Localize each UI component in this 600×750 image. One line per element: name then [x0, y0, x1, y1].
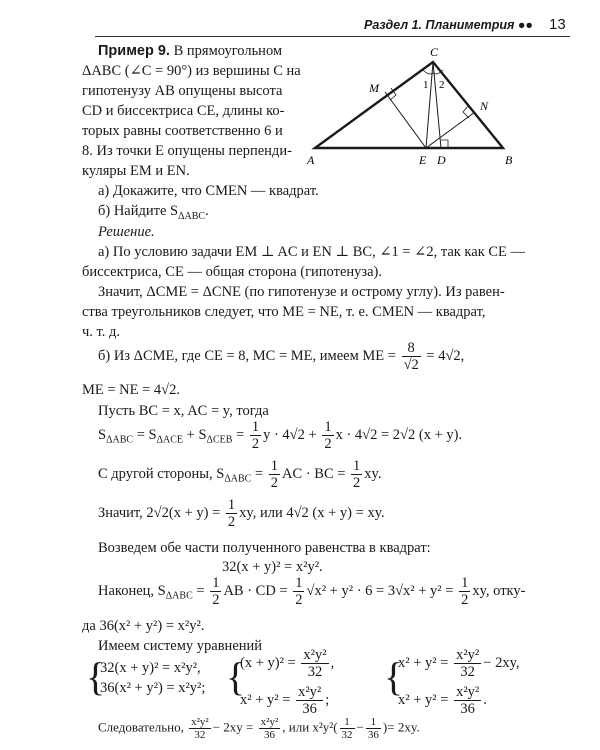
right-angle-n [463, 106, 469, 118]
label-d: D [437, 153, 446, 167]
example-line-3: гипотенузу AB опущены высота [82, 83, 283, 99]
s2l2-end: ; [325, 691, 330, 708]
s2l2-den: 36 [302, 701, 317, 717]
part-b-num: 8 [402, 340, 421, 357]
example-line-1 [98, 41, 282, 61]
conclusion-frac-2 [259, 716, 281, 741]
label-b: B [505, 153, 513, 167]
system-line: Имеем систему уравнений [98, 638, 263, 654]
other-half [269, 458, 280, 491]
s2l1-num: x²y² [303, 647, 327, 663]
area-eq1: = S [136, 426, 157, 443]
other-sub: ΔABC [224, 473, 252, 485]
half-den: 2 [270, 475, 279, 491]
s3l2-num: x²y² [456, 684, 480, 700]
half-num: 1 [295, 575, 303, 591]
system-1-line-2: 36(x² + y²) = x²y²; [100, 680, 206, 696]
task-b-sub: ΔABC [178, 210, 206, 222]
hence-line [98, 497, 385, 530]
system-3-line-2 [398, 684, 487, 717]
brace-2: { [226, 654, 246, 699]
area-lhs: S [98, 426, 107, 443]
solution-line-2: биссектриса, CE — общая сторона (гипотенуза). [82, 264, 383, 280]
example-label: Пример 9. [98, 43, 170, 59]
half-num: 1 [212, 575, 220, 591]
half-den: 2 [212, 592, 220, 608]
finally-half-1 [210, 575, 221, 608]
solution-line-3: Значит, ΔCME = ΔCNE (по гипотенузе и острому углу). Из равен- [98, 284, 505, 300]
brace-1: { [86, 654, 106, 699]
angle-label-1: 1 [423, 79, 429, 91]
area-term1: y · 4√2 + [263, 426, 317, 443]
area-sub1: ΔACE [156, 434, 184, 446]
area-plus: + S [186, 426, 207, 443]
s2l1-den: 32 [307, 664, 323, 680]
system-2-line-1 [240, 647, 334, 680]
solution-line-4: ства треугольников следует, что ME = NE, т. е. CMEN — квадрат, [82, 304, 486, 320]
half-num: 1 [324, 419, 332, 435]
s3l2-lhs: x² + y² = [398, 691, 449, 708]
finally-p1: AB · CD = [223, 582, 288, 599]
s3l2-end: . [483, 691, 487, 708]
label-m: M [369, 81, 379, 95]
other-eq: = [254, 465, 264, 482]
s2l2-num: x²y² [298, 684, 322, 700]
hence-half [226, 497, 237, 530]
s2l2-frac [296, 684, 323, 717]
label-e: E [419, 153, 427, 167]
triangle-figure [305, 40, 530, 170]
da-line: да 36(x² + y²) = x²y². [82, 618, 205, 634]
task-a: а) Докажите, что CMEN — квадрат. [98, 183, 319, 199]
system-2-line-2 [240, 684, 329, 717]
c-f3-den: 32 [341, 729, 353, 741]
finally-prefix: Наконец, S [98, 582, 166, 599]
task-b-end: . [205, 203, 209, 219]
angle-label-2: 2 [439, 79, 445, 91]
example-line-2: ΔABC (∠C = 90°) из вершины C на [82, 63, 301, 79]
s3l1-lhs: x² + y² = [398, 654, 449, 671]
conclusion-frac-3 [340, 716, 355, 741]
part-b-result: = 4√2, [426, 347, 465, 364]
solution-title: Решение. [98, 224, 155, 240]
area-lhs-sub: ΔABC [106, 434, 134, 446]
example-text: В прямоугольном [173, 43, 283, 59]
c-f4-den: 36 [367, 729, 379, 741]
running-header [364, 18, 533, 32]
half-den: 2 [251, 436, 260, 452]
s2l1-lhs: (x + y)² = [240, 654, 296, 671]
part-b-fraction [402, 340, 421, 373]
other-half-2 [351, 458, 362, 491]
system-1-line-1: 32(x + y)² = x²y², [100, 660, 201, 676]
half-num: 1 [227, 497, 236, 513]
finally-p2: √x² + y² · 6 = 3√x² + y² = [306, 582, 454, 599]
area-sub2: ΔCEB [206, 434, 233, 446]
example-line-6: 8. Из точки E опущены перпенди- [82, 143, 292, 159]
c-f2-den: 36 [263, 729, 275, 741]
area-eq2: = [236, 426, 245, 443]
perp-em [385, 92, 426, 148]
c-f4-num: 1 [366, 716, 381, 729]
conclusion-end: = 2xy. [387, 719, 420, 735]
part-b-den: √2 [403, 357, 419, 373]
label-a: A [307, 153, 315, 167]
finally-half-2 [293, 575, 304, 608]
header-rule [95, 36, 570, 37]
conclusion-line: Следовательно, $\frac{\text{x²y²}}{32}$ − 2xy = $\frac{\text{x²y²}}{36}$ , или x²y²( $\frac{1}{32}$ − $\frac{1}{36}$ )= 2xy. [98, 716, 420, 741]
conclusion-prefix: Следовательно, [98, 719, 184, 735]
hence-prefix: Значит, 2√2(x + y) = [98, 504, 221, 521]
s3l1-frac [454, 647, 481, 680]
altitude-cd [433, 62, 441, 148]
example-line-7: куляры EM и EN. [82, 163, 190, 179]
section-title: Раздел 1. Планиметрия [364, 18, 515, 32]
area-term2: x · 4√2 = 2√2 (x + y). [335, 426, 463, 443]
page-number: 13 [549, 16, 566, 33]
solution-line-1: а) По условию задачи EM ⊥ AC и EN ⊥ BC, ∠1 = ∠2, так как CE — [98, 244, 526, 260]
me-ne-line: ME = NE = 4√2. [82, 382, 181, 398]
other-rest2: xy. [364, 465, 382, 482]
half-num: 1 [270, 458, 279, 474]
solution-line-5: ч. т. д. [82, 324, 121, 340]
half-den: 2 [353, 475, 361, 491]
example-line-5: торых равны соответственно 6 и [82, 123, 283, 139]
label-n: N [480, 99, 489, 113]
hence-mid: xy, или 4√2 (x + y) = xy. [239, 504, 385, 521]
header-dots: ●● [517, 18, 533, 32]
conclusion-or: , или x²y² [282, 719, 334, 735]
finally-line [98, 575, 525, 608]
conclusion-frac-1 [189, 716, 211, 741]
finally-eq: = [196, 582, 205, 599]
triangle-abc [315, 62, 503, 148]
s3l1-num: x²y² [456, 647, 480, 663]
example-line-4: CD и биссектриса CE, длины ко- [82, 103, 285, 119]
s2l2-lhs: x² + y² = [240, 691, 291, 708]
s2l1-end: , [330, 654, 335, 671]
s3l2-frac [454, 684, 481, 717]
other-side-line [98, 458, 381, 491]
s3l1-den: 32 [460, 664, 475, 680]
half-den: 2 [461, 592, 469, 608]
c-f3-num: 1 [340, 716, 355, 729]
s3l2-den: 36 [460, 701, 475, 717]
half-den: 2 [324, 436, 332, 452]
half-den: 2 [295, 592, 303, 608]
area-equation [98, 419, 462, 452]
system-3-line-1 [398, 647, 520, 680]
area-half-1 [250, 419, 261, 452]
finally-sub: ΔABC [165, 590, 193, 602]
c-f1-den: 32 [194, 729, 206, 741]
label-c: C [430, 45, 439, 59]
half-num: 1 [353, 458, 361, 474]
area-half-2 [322, 419, 333, 452]
bisector-ce [426, 62, 433, 148]
half-den: 2 [227, 514, 236, 530]
s3l1-end: − 2xy, [483, 654, 520, 671]
finally-half-3 [459, 575, 470, 608]
c-f2-num: x²y² [260, 716, 279, 728]
part-b-line [98, 340, 464, 373]
conclusion-mid: − 2xy = [212, 719, 254, 735]
c-f1-num: x²y² [191, 716, 209, 728]
perp-en [426, 112, 475, 148]
s2l1-frac [301, 647, 328, 680]
task-b-text: б) Найдите S [98, 203, 179, 219]
conclusion-frac-4 [366, 716, 381, 741]
part-b-prefix: б) Из ΔCME, где CE = 8, MC = ME, имеем ME = [98, 347, 396, 364]
let-line: Пусть BC = x, AC = y, тогда [98, 403, 269, 419]
brace-3: { [384, 654, 404, 699]
angle-arc-1 [423, 70, 433, 74]
half-num: 1 [461, 575, 469, 591]
square-line: Возведем обе части полученного равенства в квадрат: [98, 540, 431, 556]
square-equation: 32(x + y)² = x²y². [222, 559, 323, 575]
other-rest: AC · BC = [282, 465, 346, 482]
conclusion-minus: − [356, 719, 364, 735]
other-prefix: С другой стороны, S [98, 465, 225, 482]
half-num: 1 [251, 419, 260, 435]
finally-p3: xy, отку- [472, 582, 526, 599]
